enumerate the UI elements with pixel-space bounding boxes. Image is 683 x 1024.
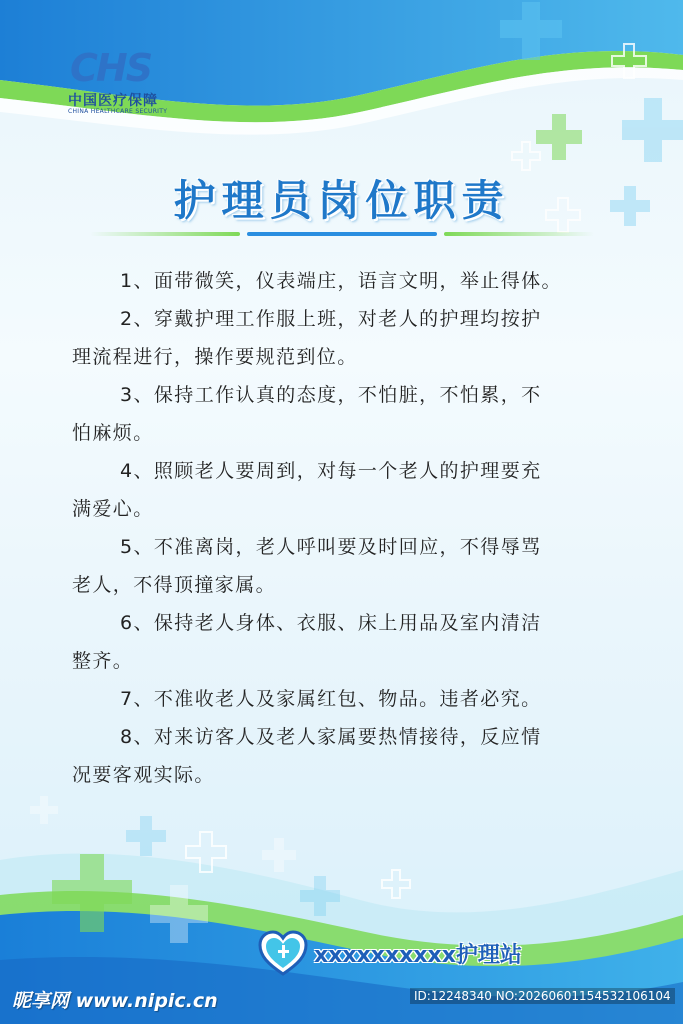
logo-name-cn: 中国医疗保障 <box>68 93 158 109</box>
duty-item-first-line: 4、照顾老人要周到，对每一个老人的护理要充 <box>120 460 542 482</box>
duty-item <box>72 300 617 376</box>
site-watermark: 昵享网 www.nipic.cn <box>12 990 218 1012</box>
duty-item-continuation: 理流程进行，操作要规范到位。 <box>72 346 358 368</box>
duty-item <box>72 262 617 300</box>
duty-item-first-line: 2、穿戴护理工作服上班，对老人的护理均按护 <box>120 308 542 330</box>
duty-item <box>72 376 617 452</box>
duty-item-first-line: 5、不准离岗，老人呼叫要及时回应，不得辱骂 <box>120 536 542 558</box>
duty-item-first-line: 3、保持工作认真的态度，不怕脏，不怕累，不 <box>120 384 542 406</box>
duty-list <box>72 262 617 794</box>
duty-item-first-line: 6、保持老人身体、衣服、床上用品及室内清洁 <box>120 612 542 634</box>
heart-cross-icon <box>258 930 308 976</box>
page-title: 护理员岗位职责 <box>173 176 510 225</box>
chs-logo <box>64 48 184 120</box>
duty-item-continuation: 怕麻烦。 <box>72 422 154 444</box>
logo-mark: CHS <box>70 46 152 90</box>
duty-item-continuation: 满爱心。 <box>72 498 154 520</box>
duty-item-first-line: 8、对来访客人及老人家属要热情接待，反应情 <box>120 726 542 748</box>
duty-item <box>72 528 617 604</box>
duty-item <box>72 718 617 794</box>
station-name: xxxxxxxxxx护理站 <box>314 943 522 968</box>
duty-item <box>72 680 617 718</box>
logo-name-en: CHINA HEALTHCARE SECURITY <box>68 108 168 115</box>
duty-item-first-line: 7、不准收老人及家属红包、物品。违者必究。 <box>120 688 542 710</box>
duty-item <box>72 452 617 528</box>
duty-item-continuation: 老人，不得顶撞家属。 <box>72 574 277 596</box>
duty-item-first-line: 1、面带微笑，仪表端庄，语言文明，举止得体。 <box>120 270 562 292</box>
duty-item-continuation: 况要客观实际。 <box>72 764 215 786</box>
image-id-watermark: ID:12248340 NO:20260601154532106104 <box>410 988 675 1004</box>
duty-item <box>72 604 617 680</box>
duty-item-continuation: 整齐。 <box>72 650 134 672</box>
